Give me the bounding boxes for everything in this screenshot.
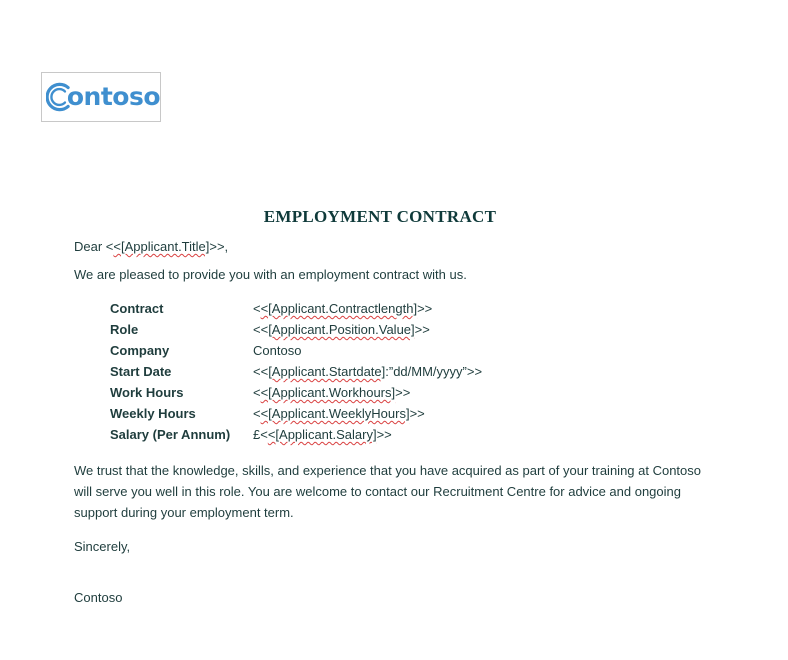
sign-off: Sincerely, <box>74 539 131 554</box>
detail-value-prefix: < <box>253 385 261 400</box>
greeting-prefix: Dear < <box>74 239 114 254</box>
detail-value-prefix: << <box>253 322 269 337</box>
detail-value <box>253 319 482 340</box>
detail-row <box>110 319 482 340</box>
detail-label: Contract <box>110 301 164 316</box>
detail-value-suffix: >> <box>414 322 430 337</box>
detail-label: Company <box>110 343 170 358</box>
detail-row <box>110 403 482 424</box>
detail-value-suffix: :”dd/MM/yyyy”>> <box>385 364 483 379</box>
intro-paragraph: We are pleased to provide you with an employment contract with us. <box>74 267 467 282</box>
detail-value-suffix: >> <box>417 301 433 316</box>
detail-label: Weekly Hours <box>110 406 196 421</box>
detail-value <box>253 424 482 445</box>
detail-row <box>110 340 482 361</box>
detail-value-placeholder: [Applicant.Position.Value] <box>268 322 415 337</box>
greeting-line <box>74 236 228 257</box>
detail-row <box>110 382 482 403</box>
greeting-suffix: >>, <box>209 239 229 254</box>
detail-value-suffix: >> <box>409 406 425 421</box>
detail-value <box>253 361 482 382</box>
detail-label: Start Date <box>110 364 172 379</box>
detail-row <box>110 424 482 445</box>
detail-value-suffix: >> <box>376 427 392 442</box>
detail-label: Salary (Per Annum) <box>110 427 231 442</box>
detail-value-placeholder: <[Applicant.WeeklyHours] <box>260 406 410 421</box>
detail-value-prefix: < <box>253 406 261 421</box>
detail-value <box>253 298 482 319</box>
detail-value-placeholder: [Applicant.Startdate] <box>268 364 386 379</box>
contoso-logo <box>41 72 161 122</box>
closing-paragraph: We trust that the knowledge, skills, and experience that you have acquired as part of your training at Contoso will serve you well in this role. You are welcome to contact our Recruitment Centre for advice and ongoing support during your employment term. <box>74 463 702 520</box>
detail-value-suffix: >> <box>395 385 411 400</box>
detail-value-prefix: Contoso <box>253 343 302 358</box>
greeting-placeholder: <[Applicant.Title] <box>113 239 210 254</box>
document-title: EMPLOYMENT CONTRACT <box>263 207 497 226</box>
detail-label: Work Hours <box>110 385 184 400</box>
detail-value-placeholder: <[Applicant.Workhours] <box>260 385 396 400</box>
detail-label: Role <box>110 322 139 337</box>
detail-value <box>253 403 482 424</box>
contract-details-table <box>110 298 482 445</box>
detail-value-prefix: < <box>253 301 261 316</box>
detail-value-prefix: << <box>253 364 269 379</box>
detail-value-placeholder: <[Applicant.Contractlength] <box>260 301 418 316</box>
detail-row <box>110 361 482 382</box>
detail-value <box>253 382 482 403</box>
detail-value-placeholder: <[Applicant.Salary] <box>267 427 377 442</box>
signature: Contoso <box>74 590 123 605</box>
logo-text: ontoso <box>66 81 160 111</box>
detail-row <box>110 298 482 319</box>
detail-value-prefix: £< <box>253 427 268 442</box>
detail-value <box>253 340 482 361</box>
